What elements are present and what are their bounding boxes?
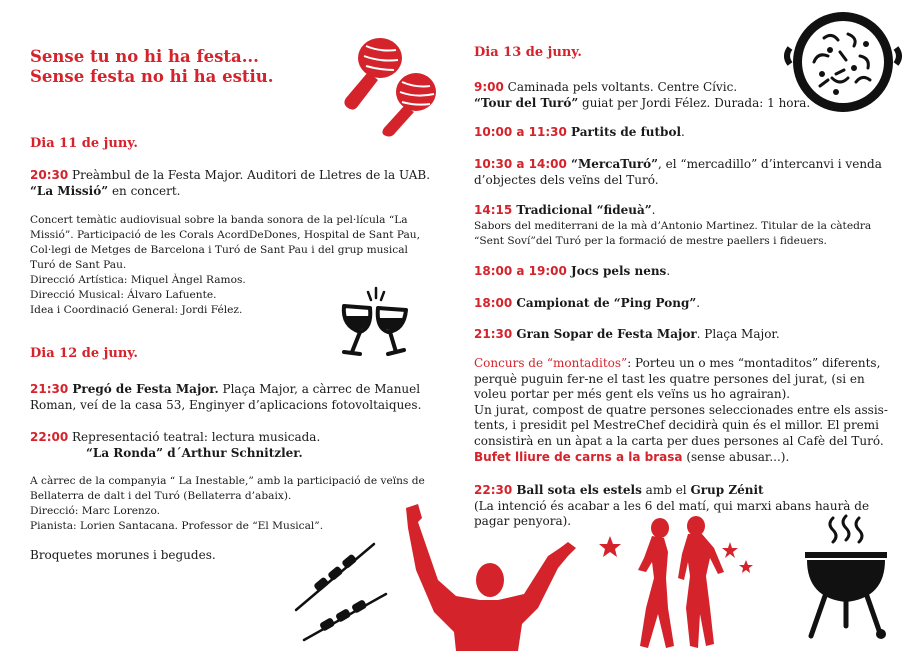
day13-buffet-suffix: (sense abusar...).	[682, 449, 790, 464]
day11-event-concert	[30, 168, 430, 199]
day13-fideua-suffix: .	[651, 203, 656, 217]
day13-walk-time: 9:00	[474, 80, 504, 94]
star-icon	[599, 536, 621, 557]
day12-company-line: Pianista: Lorien Santacana. Professor de “El Musical”.	[30, 520, 324, 532]
day13-football-suffix: .	[681, 125, 685, 139]
day13-market-title: “MercaTuró”	[566, 157, 659, 171]
day12-event1-title: Pregó de Festa Major.	[68, 382, 219, 396]
slogan	[30, 47, 274, 87]
day12-company-line: A càrrec de la companyia “ La Inestable,” amb la participació de veïns de	[30, 475, 425, 487]
day13-contest-line: voleu portar per més gent els veïns us ho agrairan).	[474, 387, 791, 402]
day11-event1-text: Preàmbul de la Festa Major. Auditori de Lletres de la UAB.	[68, 168, 431, 182]
day12-event1-text: Plaça Major, a càrrec de Manuel	[218, 382, 421, 396]
day11-heading: Dia 11 de juny.	[30, 136, 138, 151]
day12-event1-time: 21:30	[30, 382, 69, 396]
day13-dinner-title: Gran Sopar de Festa Major	[512, 327, 697, 341]
day13-dance-line3: pagar penyora).	[474, 514, 572, 528]
day13-fideua	[474, 203, 871, 249]
wine-toast-icon	[338, 286, 413, 361]
dancing-women-icon	[600, 518, 760, 651]
day12-event2-time: 22:00	[30, 430, 69, 444]
day13-kids-time: 18:00 a 19:00	[474, 264, 567, 278]
day12-closing: Broquetes morunes i begudes.	[30, 548, 216, 562]
day13-market-text: , el “mercadillo” d’intercanvi i venda	[658, 157, 882, 171]
day13-dance-group: Grup Zénit	[690, 483, 764, 497]
day13-dance-line2: (La intenció és acabar a les 6 del matí, qui marxi abans haurà de	[474, 498, 870, 513]
day13-dance-mid: amb el	[641, 483, 691, 497]
day12-event2-text: Representació teatral: lectura musicada.	[68, 430, 321, 444]
day12-event2-title: “La Ronda” d´Arthur Schnitzler.	[86, 445, 303, 460]
day13-football	[474, 125, 685, 141]
slogan-line-2: Sense festa no hi ha estiu.	[30, 67, 274, 86]
day13-kids-title: Jocs pels nens	[566, 264, 667, 278]
day13-football-time: 10:00 a 11:30	[474, 125, 567, 139]
star-icon	[739, 560, 753, 573]
day11-event1-title: “La Missió”	[30, 183, 109, 198]
day13-dinner-suffix: . Plaça Major.	[696, 327, 780, 341]
star-icon	[722, 542, 738, 558]
day11-event1-title-suffix: en concert.	[108, 183, 181, 198]
day13-dance-time: 22:30	[474, 483, 513, 497]
day13-walk-text2: guiat per Jordi Félez. Durada: 1 hora.	[578, 95, 811, 110]
day12-event-theatre	[30, 430, 320, 461]
day12-event1-text2: Roman, veí de la casa 53, Enginyer d’aplicacions fotovoltaiques.	[30, 397, 422, 412]
day11-concert-line: Turó de Sant Pau.	[30, 259, 127, 271]
day13-contest-line: tents, i presidit pel MestreChef decidirà quin és el millor. El premi	[474, 418, 879, 433]
day13-dance-title: Ball sota els estels	[512, 483, 642, 497]
day13-buffet: Bufet lliure de carns a la brasa	[474, 449, 683, 464]
day13-fideua-time: 14:15	[474, 203, 513, 217]
day13-dinner	[474, 327, 780, 343]
day11-event1-time: 20:30	[30, 168, 69, 182]
day13-contest-line: consistirà en un àpat a la carta per dues persones al Cafè del Turó.	[474, 433, 884, 448]
day13-dinner-time: 21:30	[474, 327, 513, 341]
day13-heading: Dia 13 de juny.	[474, 45, 582, 60]
day11-concert-line: Concert temàtic audiovisual sobre la banda sonora de la pel·lícula “La	[30, 214, 408, 226]
day13-contest-line: perquè puguin fer-ne el tast les quatre persones del jurat, (si en	[474, 371, 865, 386]
day13-pingpong-title: Campionat de “Ping Pong”	[512, 296, 697, 310]
day11-concert-line: Col·legi de Metges de Barcelona i Turó de Sant Pau i del grup musical	[30, 244, 408, 256]
day13-walk-title: “Tour del Turó”	[474, 95, 579, 110]
skewers-icon	[292, 538, 392, 644]
day13-fideua-line2: Sabors del mediterrani de la mà d’Antonio Martinez. Titular de la càtedra	[474, 219, 872, 232]
day13-walk	[474, 80, 810, 111]
day12-heading: Dia 12 de juny.	[30, 346, 138, 361]
day12-company-line: Bellaterra de dalt i del Turó (Bellaterra d’abaix).	[30, 490, 292, 502]
day13-fideua-title: Tradicional “fideuà”	[512, 203, 652, 217]
day12-company-line: Direcció: Marc Lorenzo.	[30, 505, 161, 517]
day13-market-text2: d’objectes dels veïns del Turó.	[474, 172, 659, 187]
day13-contest-label: Concurs de “montaditos”	[474, 356, 628, 370]
day13-walk-text: Caminada pels voltants. Centre Cívic.	[503, 80, 738, 94]
day13-fideua-line3: “Sent Soví”del Turó per la formació de mestre paellers i fideuers.	[474, 234, 827, 247]
day11-concert-line: Idea i Coordinació General: Jordi Félez.	[30, 304, 243, 316]
day13-contest	[474, 356, 888, 465]
day13-pingpong	[474, 296, 700, 312]
day13-pingpong-time: 18:00	[474, 296, 513, 310]
day13-pingpong-suffix: .	[696, 296, 701, 310]
day13-kids	[474, 264, 670, 280]
maracas-icon	[338, 30, 443, 130]
slogan-line-1: Sense tu no hi ha festa...	[30, 47, 259, 66]
day11-concert-line: Direcció Artística: Miquel Àngel Ramos.	[30, 274, 246, 286]
day13-football-title: Partits de futbol	[566, 125, 681, 139]
day13-contest-line: Un jurat, compost de quatre persones seleccionades entre els assis-	[474, 402, 888, 417]
barbecue-grill-icon	[803, 514, 889, 640]
day12-company-details	[30, 474, 425, 534]
day13-kids-suffix: .	[666, 264, 671, 278]
day11-concert-line: Missió”. Participació de les Corals AcordDeDones, Hospital de Sant Pau,	[30, 229, 420, 241]
day13-market	[474, 157, 882, 188]
day13-contest-text: : Porteu un o mes “montaditos” diferents,	[627, 356, 881, 370]
day13-market-time: 10:30 a 14:00	[474, 157, 567, 171]
day12-event-prego	[30, 382, 421, 413]
day11-concert-line: Direcció Musical: Álvaro Lafuente.	[30, 289, 217, 301]
